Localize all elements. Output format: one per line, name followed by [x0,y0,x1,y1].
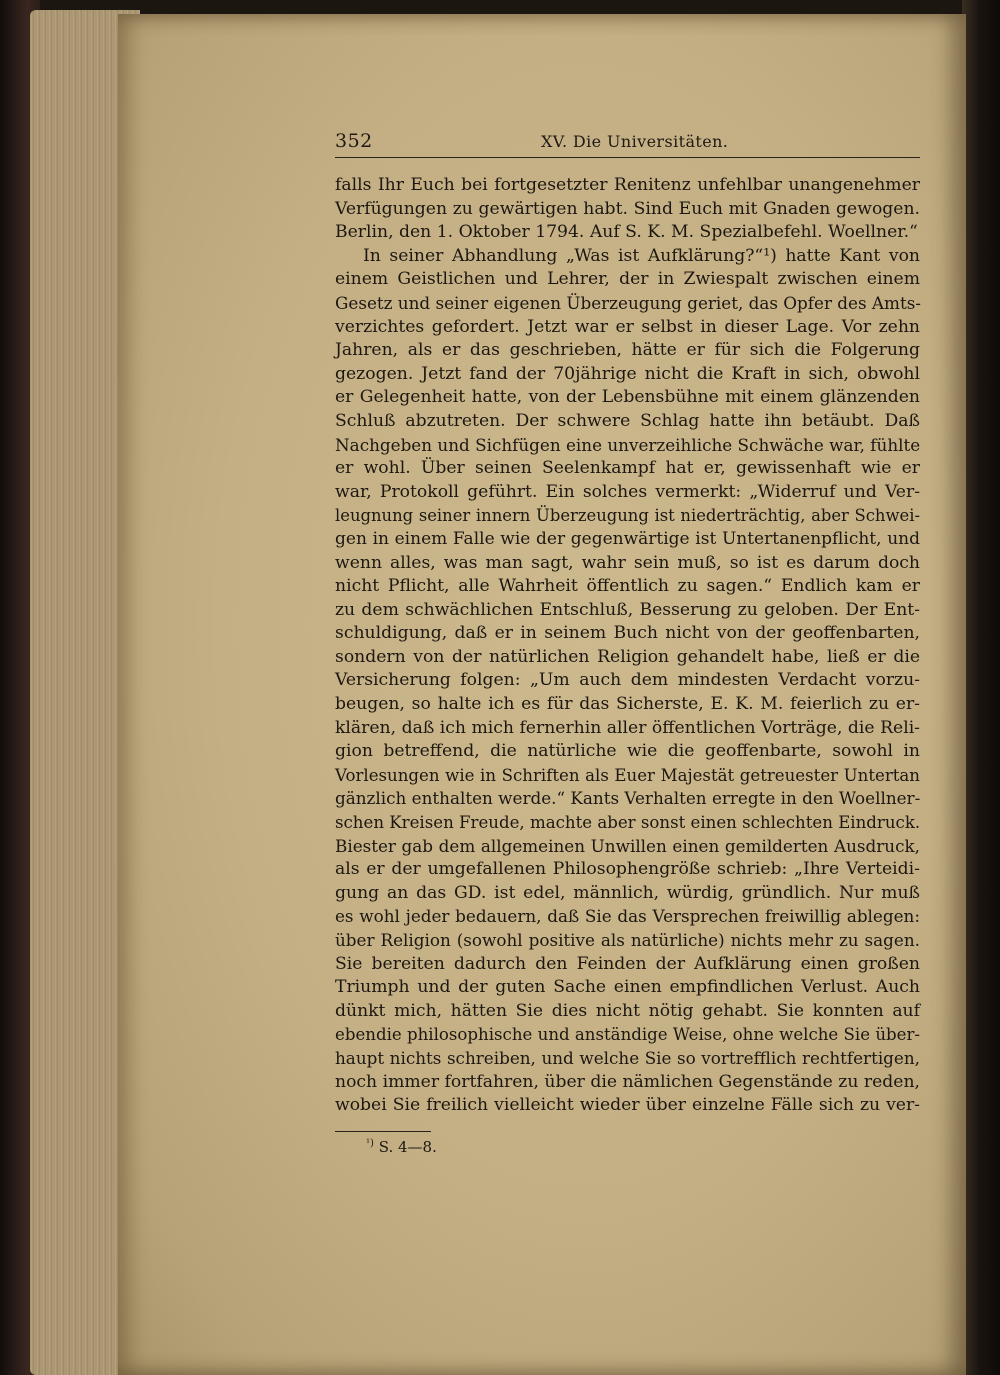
text-line: über Religion (sowohl positive als natürliche) nichts mehr zu sagen. [335,930,920,950]
text-line: schuldigung, daß er in seinem Buch nicht von der geoffenbarten, [335,623,920,644]
text-line: er wohl. Über seinen Seelenkampf hat er, gewissenhaft wie er [335,458,920,479]
text-line: leugnung seiner innern Überzeugung ist niederträchtig, aber Schwei- [335,506,920,526]
text-line: noch immer fortfahren, über die nämlichen Gegenstände zu reden, [335,1071,920,1092]
page-header [335,130,920,156]
text-line: gung an das GD. ist edel, männlich, würdig, gründlich. Nur muß [335,882,920,903]
footnote-rule [335,1131,431,1132]
page-number: 352 [335,130,373,152]
text-line: gezogen. Jetzt fand der 70jährige nicht die Kraft in sich, obwohl [335,363,920,384]
footnote-marker: ¹) [366,1138,374,1149]
text-line: ebendie philosophische und anständige Weise, ohne welche Sie über- [335,1025,920,1045]
text-line: er Gelegenheit hatte, von der Lebensbühne mit einem glänzenden [335,387,920,408]
text-line: Gesetz und seiner eigenen Überzeugung geriet, das Opfer des Amts- [335,292,921,313]
text-line: war, Protokoll geführt. Ein solches vermerkt: „Widerruf und Ver- [335,481,920,502]
text-line: dünkt mich, hätten Sie dies nicht nötig gehabt. Sie konnten auf [335,1000,920,1021]
text-line: In seiner Abhandlung „Was ist Aufklärung?“¹) hatte Kant von [363,245,920,266]
text-line: Triumph und der guten Sache einen empfindlichen Verlust. Auch [335,977,920,998]
text-line: es wohl jeder bedauern, daß Sie das Versprechen freiwillig ablegen: [335,906,920,927]
footnote [366,1138,437,1156]
text-line: als er der umgefallenen Philosophengröße schrieb: „Ihre Verteidi- [335,859,920,880]
right-gutter [962,0,1000,1375]
text-line: gänzlich enthalten werde.“ Kants Verhalten erregte in den Woellner- [335,788,921,809]
text-line: Verfügungen zu gewärtigen habt. Sind Euch mit Gnaden gewogen. [335,198,920,219]
text-line: gen in einem Falle wie der gegenwärtige ist Untertanenpflicht, und [335,528,920,549]
text-line: schen Kreisen Freude, machte aber sonst einen schlechten Eindruck. [335,813,921,833]
text-line: klären, daß ich mich fernerhin aller öffentlichen Vorträge, die Reli- [335,717,920,738]
text-line: sondern von der natürlichen Religion gehandelt habe, ließ er die [335,646,920,667]
text-line: verzichtes gefordert. Jetzt war er selbst in dieser Lage. Vor zehn [335,316,920,337]
text-line: Berlin, den 1. Oktober 1794. Auf S. K. M. Spezialbefehl. Woellner.“ [335,222,918,243]
text-line: Schluß abzutreten. Der schwere Schlag hatte ihn betäubt. Daß [335,410,920,431]
running-title: XV. Die Universitäten. [541,132,729,151]
header-rule [335,157,920,158]
text-line: beugen, so halte ich es für das Sicherste, E. K. M. feierlich zu er- [335,694,920,715]
text-line: zu dem schwächlichen Entschluß, Besserung zu geloben. Der Ent- [335,599,920,620]
text-line: gion betreffend, die natürliche wie die geoffenbarte, sowohl in [335,741,920,762]
text-line: Sie bereiten dadurch den Feinden der Aufklärung einen großen [335,953,920,974]
body-text [335,174,920,1118]
text-line: haupt nichts schreiben, und welche Sie so vortrefflich rechtfertigen, [335,1047,920,1068]
text-line: nicht Pflicht, alle Wahrheit öffentlich zu sagen.“ Endlich kam er [335,576,920,597]
text-line: einem Geistlichen und Lehrer, der in Zwiespalt zwischen einem [335,269,920,290]
footnote-text: S. 4—8. [378,1138,437,1156]
text-line: Vorlesungen wie in Schriften als Euer Majestät getreuester Untertan [335,765,920,785]
text-line: wobei Sie freilich vielleicht wieder über einzelne Fälle sich zu ver- [335,1095,920,1116]
text-line: wenn alles, was man sagt, wahr sein muß, so ist es darum doch [335,552,920,573]
text-line: Nachgeben und Sichfügen eine unverzeihliche Schwäche war, fühlte [335,434,921,455]
text-line: falls Ihr Euch bei fortgesetzter Renitenz unfehlbar unangenehmer [335,175,920,195]
text-line: Versicherung folgen: „Um auch dem mindesten Verdacht vorzu- [335,670,920,691]
text-line: Jahren, als er das geschrieben, hätte er für sich die Folgerung [335,340,920,361]
text-line: Biester gab dem allgemeinen Unwillen einen gemilderten Ausdruck, [335,835,920,856]
